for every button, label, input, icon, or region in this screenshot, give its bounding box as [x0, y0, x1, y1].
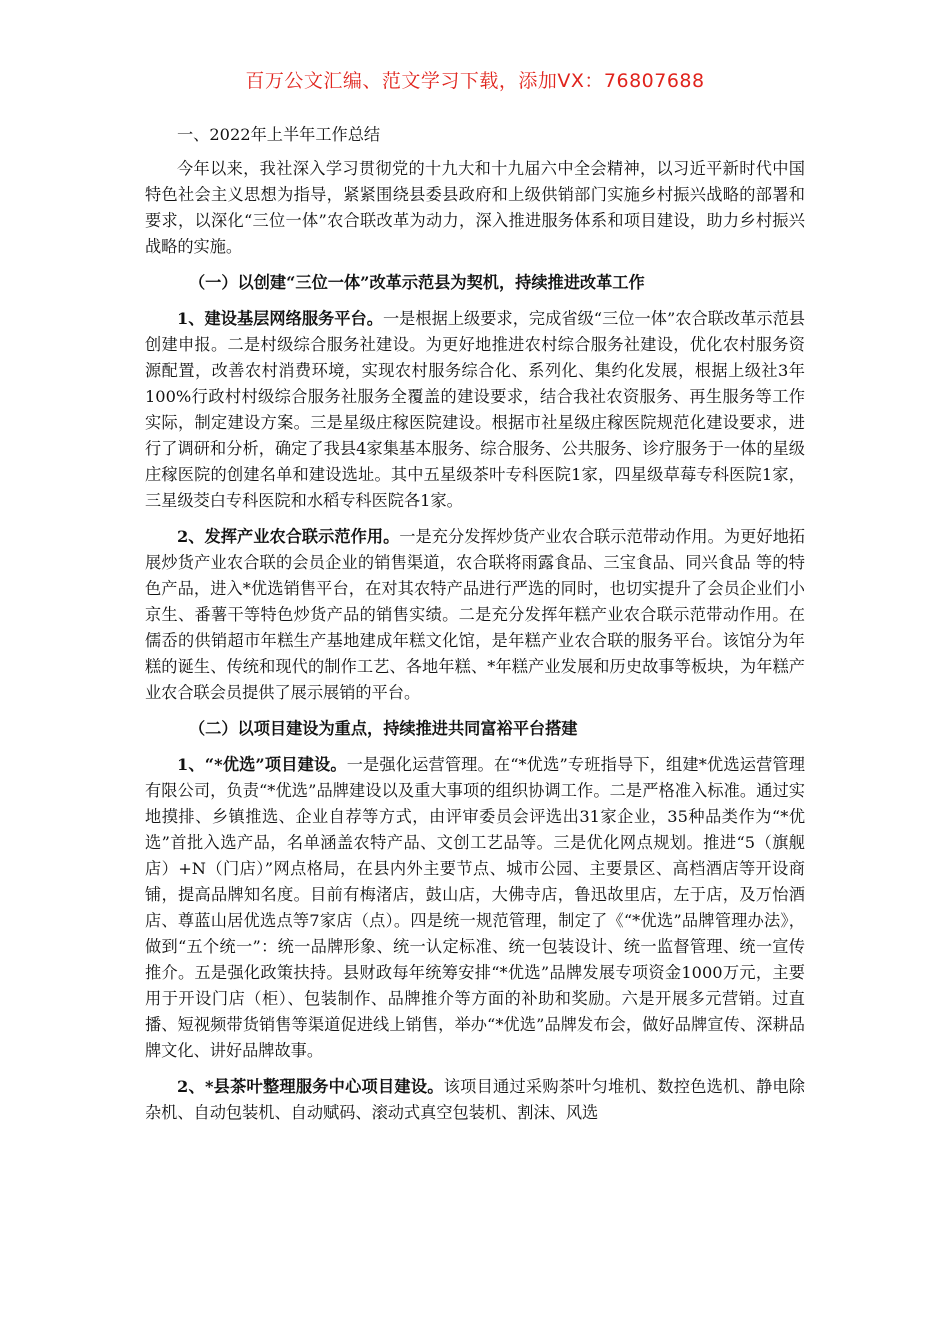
paragraph-industry-alliance: [145, 524, 805, 706]
paragraph-body: 一是强化运营管理。在“*优选”专班指导下，组建*优选运营管理有限公司，负责“*优选”品牌建设以及重大事项的组织协调工作。二是严格准入标准。通过实地摸排、乡镇推选、企业自荐等方式，由评审委员会评选出31家企业，35种品类作为“*优选”首批入选产品，名单涵盖农特产品、文创工艺品等。三是优化网点规划。推进“5（旗舰店）+N（门店）”网点格局，在县内外主要节点、城市公园、主要景区、高档酒店等开设商铺，提高品牌知名度。目前有梅渚店，鼓山店，大佛寺店，鲁迅故里店，左于店，及万怡酒店、尊蓝山居优选点等7家店（点）。四是统一规范管理，制定了《“*优选”品牌管理办法》，做到“五个统一”：统一品牌形象、统一认定标准、统一包装设计、统一监督管理、统一宣传推介。五是强化政策扶持。县财政每年统筹安排“*优选”品牌发展专项资金1000万元，主要用于开设门店（柜）、包装制作、品牌推介等方面的补助和奖励。六是开展多元营销。过直播、短视频带货销售等渠道促进线上销售，举办“*优选”品牌发布会，做好品牌宣传、深耕品牌文化、讲好品牌故事。: [145, 755, 805, 1060]
paragraph-youxuan-project: [145, 752, 805, 1064]
subheading-reform: （一）以创建“三位一体”改革示范县为契机，持续推进改革工作: [189, 273, 645, 292]
paragraph-lead: 1、建设基层网络服务平台。: [177, 309, 383, 328]
paragraph-lead: 1、“*优选”项目建设。: [177, 755, 347, 774]
document-body: [145, 122, 805, 1136]
watermark-banner: 百万公文汇编、范文学习下载，添加VX：76807688: [245, 70, 705, 92]
section-title: 一、2022年上半年工作总结: [177, 125, 381, 144]
paragraph-network-platform: [145, 306, 805, 514]
paragraph-lead: 2、发挥产业农合联示范作用。: [177, 527, 400, 546]
paragraph-body: 一是充分发挥炒货产业农合联示范带动作用。为更好地拓展炒货产业农合联的会员企业的销售渠道，农合联将雨露食品、三宝食品、同兴食品 等的特色产品，进入*优选销售平台，在对其农特产品进行严选的同时，也切实提升了会员企业们小京生、番薯干等特色炒货产品的销售实绩。二是充分发挥年糕产业农合联示范带动作用。在儒岙的供销超市年糕生产基地建成年糕文化馆，是年糕产业农合联的服务平台。该馆分为年糕的诞生、传统和现代的制作工艺、各地年糕、*年糕产业发展和历史故事等板块，为年糕产业农合联会员提供了展示展销的平台。: [145, 527, 805, 702]
subheading-projects: （二）以项目建设为重点，持续推进共同富裕平台搭建: [189, 719, 578, 738]
intro-paragraph: 今年以来，我社深入学习贯彻党的十九大和十九届六中全会精神，以习近平新时代中国特色社会主义思想为指导，紧紧围绕县委县政府和上级供销部门实施乡村振兴战略的部署和要求，以深化“三位一体”农合联改革为动力，深入推进服务体系和项目建设，助力乡村振兴战略的实施。: [145, 159, 805, 256]
paragraph-lead: 2、*县茶叶整理服务中心项目建设。: [177, 1077, 444, 1096]
paragraph-body: 一是根据上级要求，完成省级“三位一体”农合联改革示范县创建申报。二是村级综合服务社建设。为更好地推进农村综合服务社建设，优化农村服务资源配置，改善农村消费环境，实现农村服务综合化、系列化、集约化发展，根据上级社3年100%行政村村级综合服务社服务全覆盖的建设要求，结合我社农资服务、再生服务等工作实际，制定建设方案。三是星级庄稼医院建设。根据市社星级庄稼医院规范化建设要求，进行了调研和分析，确定了我县4家集基本服务、综合服务、公共服务、诊疗服务于一体的星级庄稼医院的创建名单和建设选址。其中五星级茶叶专科医院1家，四星级草莓专科医院1家，三星级茭白专科医院和水稻专科医院各1家。: [145, 309, 805, 510]
paragraph-tea-center: [145, 1074, 805, 1126]
paragraph-body: 该项目通过采购茶叶匀堆机、数控色选机、静电除杂机、自动包装机、自动赋码、滚动式真空包装机、割沫、风选: [145, 1077, 805, 1122]
